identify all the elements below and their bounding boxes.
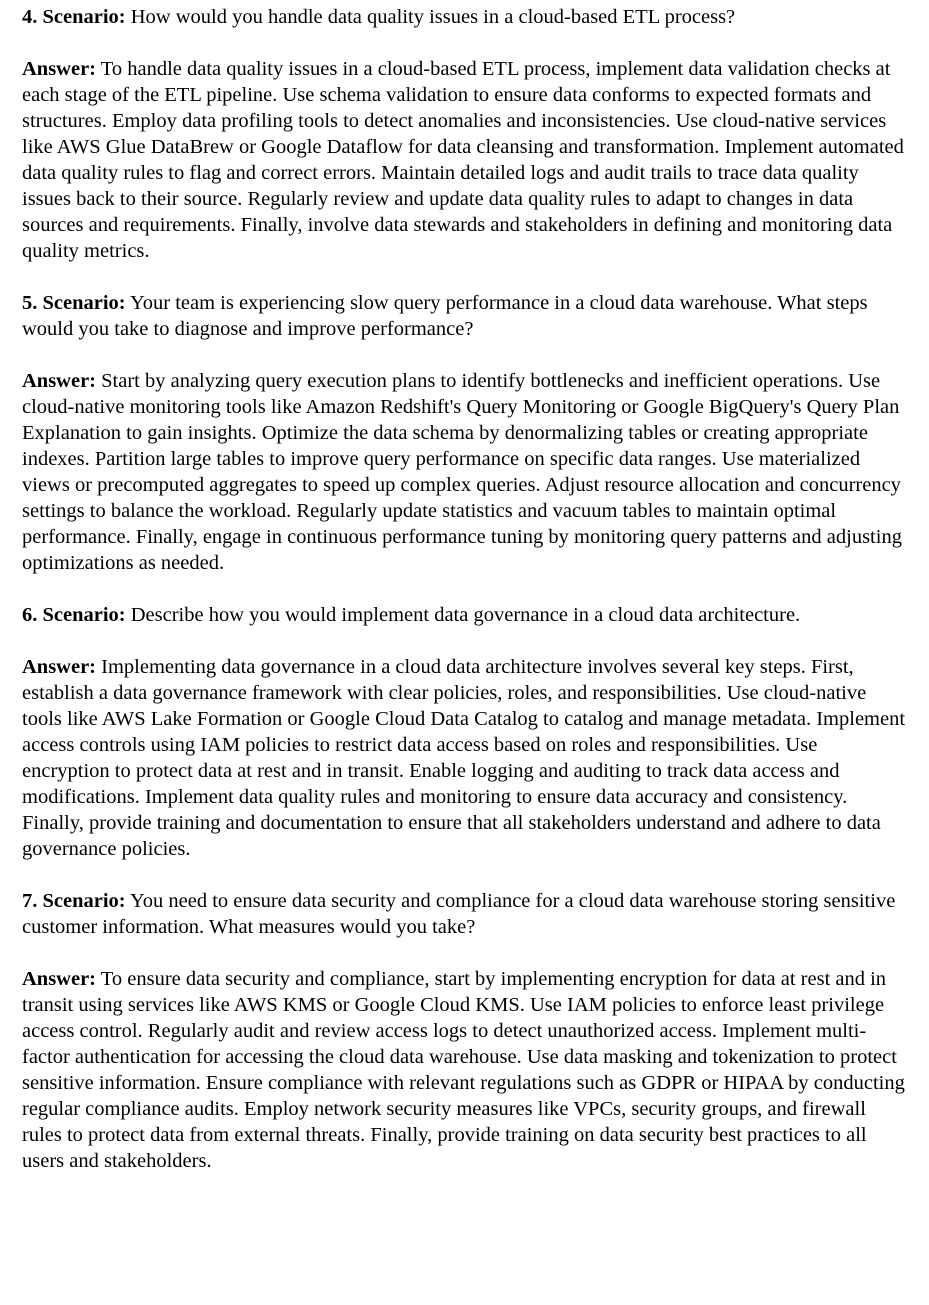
answer-paragraph: [22, 966, 907, 1174]
answer-label: Answer:: [22, 656, 97, 678]
scenario-text: Describe how you would implement data governance in a cloud data architecture.: [130, 604, 801, 626]
answer-paragraph: [22, 368, 907, 576]
scenario-question: [22, 888, 907, 940]
scenario-label: 4. Scenario:: [22, 6, 126, 28]
scenario-section: [22, 290, 907, 602]
scenario-text: How would you handle data quality issues in a cloud-based ETL process?: [130, 6, 736, 28]
scenario-section: [22, 4, 907, 290]
scenario-question: [22, 290, 907, 342]
answer-label: Answer:: [22, 968, 97, 990]
answer-label: Answer:: [22, 370, 97, 392]
answer-paragraph: [22, 654, 907, 862]
answer-text: Implementing data governance in a cloud data architecture involves several key steps. First, establish a data governance framework with clear policies, roles, and responsibilities. Use cloud-native tools like AWS Lake Formation or Google Cloud Data Catalog to catalog and manage metadata. Implement access controls using IAM policies to restrict data access based on roles and responsibilities. Use encryption to protect data at rest and in transit. Enable logging and auditing to track data access and modifications. Implement data quality rules and monitoring to ensure data accuracy and consistency. Finally, provide training and documentation to ensure that all stakeholders understand and adhere to data governance policies.: [22, 656, 906, 860]
answer-text: To ensure data security and compliance, start by implementing encryption for data at rest and in transit using services like AWS KMS or Google Cloud KMS. Use IAM policies to enforce least privilege access control. Regularly audit and review access logs to detect unauthorized access. Implement multi-factor authentication for accessing the cloud data warehouse. Use data masking and tokenization to protect sensitive information. Ensure compliance with relevant regulations such as GDPR or HIPAA by conducting regular compliance audits. Employ network security measures like VPCs, security groups, and firewall rules to protect data from external threats. Finally, provide training on data security best practices to all users and stakeholders.: [22, 968, 905, 1172]
scenario-section: [22, 888, 907, 1174]
scenario-label: 6. Scenario:: [22, 604, 126, 626]
scenario-section: [22, 602, 907, 888]
scenario-question: [22, 4, 907, 30]
scenario-question: [22, 602, 907, 628]
answer-text: Start by analyzing query execution plans to identify bottlenecks and inefficient operations. Use cloud-native monitoring tools like Amazon Redshift's Query Monitoring or Google BigQuery's Query Plan Explanation to gain insights. Optimize the data schema by denormalizing tables or creating appropriate indexes. Partition large tables to improve query performance on specific data ranges. Use materialized views or precomputed aggregates to speed up complex queries. Adjust resource allocation and concurrency settings to balance the workload. Regularly update statistics and vacuum tables to maintain optimal performance. Finally, engage in continuous performance tuning by monitoring query patterns and adjusting optimizations as needed.: [22, 370, 902, 574]
answer-paragraph: [22, 56, 907, 264]
scenario-text: You need to ensure data security and compliance for a cloud data warehouse storing sensitive customer information. What measures would you take?: [22, 890, 896, 938]
scenario-text: Your team is experiencing slow query performance in a cloud data warehouse. What steps would you take to diagnose and improve performance?: [22, 292, 868, 340]
answer-text: To handle data quality issues in a cloud-based ETL process, implement data validation checks at each stage of the ETL pipeline. Use schema validation to ensure data conforms to expected formats and structures. Employ data profiling tools to detect anomalies and inconsistencies. Use cloud-native services like AWS Glue DataBrew or Google Dataflow for data cleansing and transformation. Implement automated data quality rules to flag and correct errors. Maintain detailed logs and audit trails to trace data quality issues back to their source. Regularly review and update data quality rules to adapt to changes in data sources and requirements. Finally, involve data stewards and stakeholders in defining and monitoring data quality metrics.: [22, 58, 904, 262]
answer-label: Answer:: [22, 58, 97, 80]
scenario-label: 5. Scenario:: [22, 292, 126, 314]
scenario-label: 7. Scenario:: [22, 890, 126, 912]
